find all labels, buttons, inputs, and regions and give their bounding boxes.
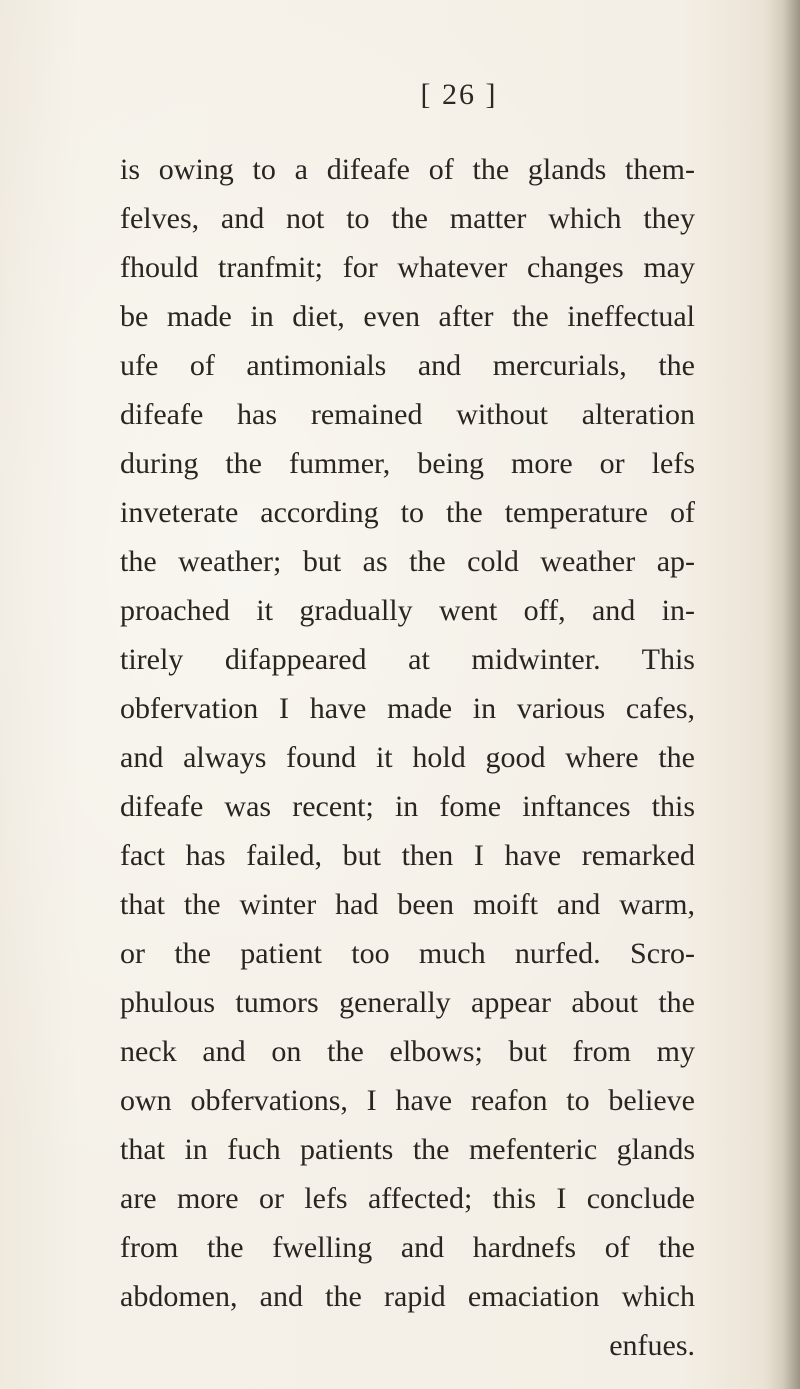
text-line: be made in diet, even after the ineffectual <box>120 300 695 333</box>
text-line: difeafe has remained without alteration <box>120 398 695 431</box>
page-number: [ 26 ] <box>420 78 498 111</box>
text-line: that in fuch patients the mefenteric glands <box>120 1133 695 1166</box>
text-line: is owing to a difeafe of the glands them- <box>120 153 695 186</box>
text-line: phulous tumors generally appear about the <box>120 986 695 1019</box>
text-line: felves, and not to the matter which they <box>120 202 695 235</box>
page-edge-shadow <box>766 0 800 1389</box>
text-line: or the patient too much nurfed. Scro- <box>120 937 695 970</box>
text-line: tirely difappeared at midwinter. This <box>120 643 695 676</box>
page-header <box>0 78 800 112</box>
text-line: abdomen, and the rapid emaciation which <box>120 1280 695 1313</box>
text-line: fhould tranfmit; for whatever changes may <box>120 251 695 284</box>
text-line: from the fwelling and hardnefs of the <box>120 1231 695 1264</box>
text-line: neck and on the elbows; but from my <box>120 1035 695 1068</box>
text-line: proached it gradually went off, and in- <box>120 594 695 627</box>
text-line: and always found it hold good where the <box>120 741 695 774</box>
text-line: inveterate according to the temperature of <box>120 496 695 529</box>
text-line: that the winter had been moift and warm, <box>120 888 695 921</box>
text-line: obfervation I have made in various cafes, <box>120 692 695 725</box>
text-line: during the fummer, being more or lefs <box>120 447 695 480</box>
body-text <box>120 145 695 1370</box>
text-line: ufe of antimonials and mercurials, the <box>120 349 695 382</box>
text-line: own obfervations, I have reafon to believe <box>120 1084 695 1117</box>
text-line: are more or lefs affected; this I conclude <box>120 1182 695 1215</box>
catchword: enfues. <box>609 1329 695 1362</box>
text-line: difeafe was recent; in fome inftances this <box>120 790 695 823</box>
text-line: the weather; but as the cold weather ap- <box>120 545 695 578</box>
text-line: fact has failed, but then I have remarked <box>120 839 695 872</box>
